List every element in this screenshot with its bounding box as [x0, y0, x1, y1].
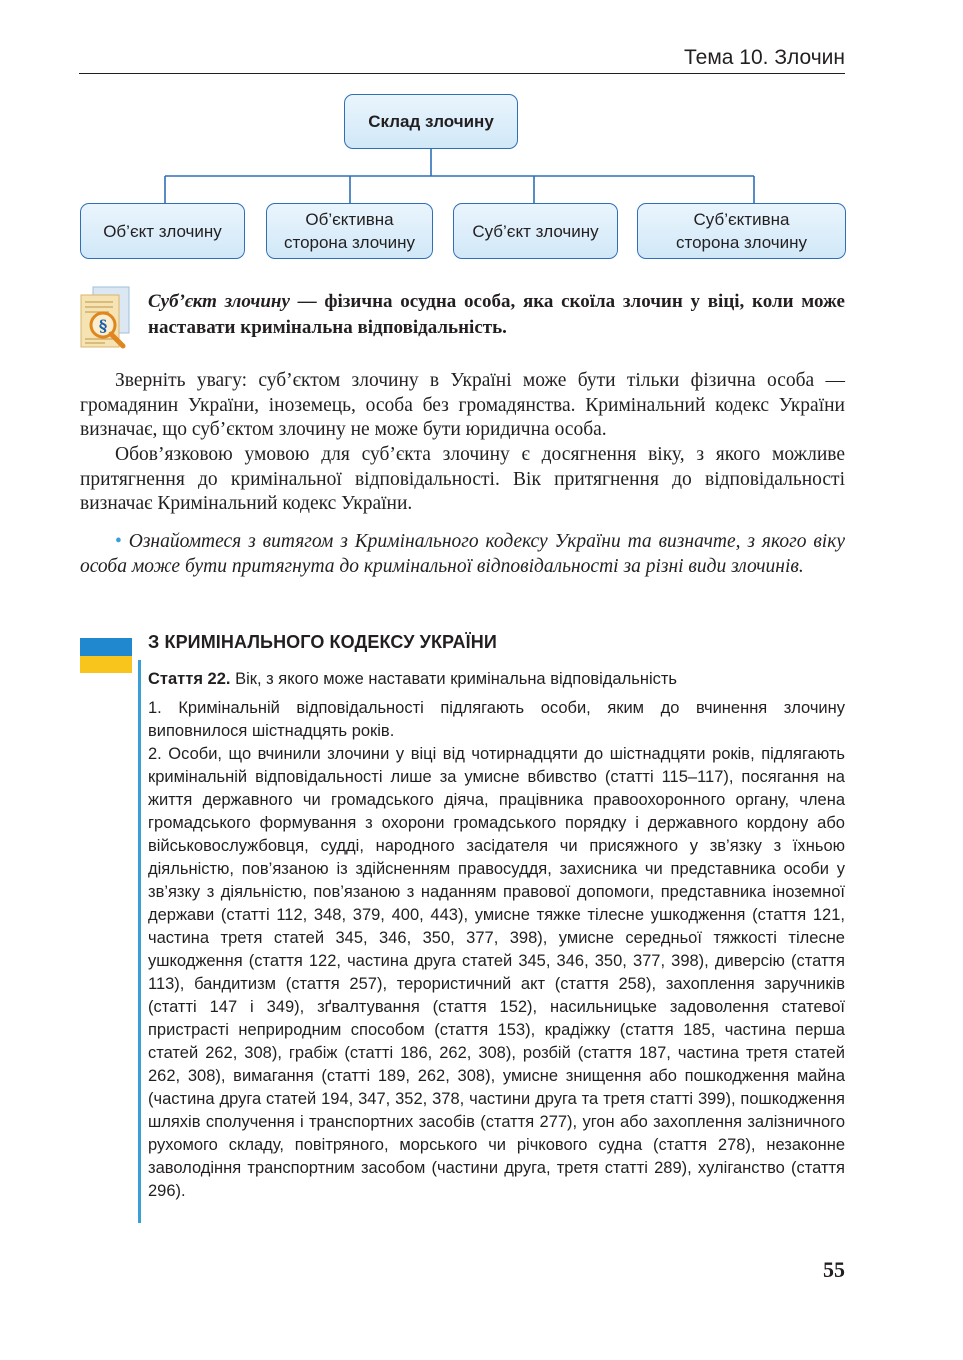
article-label: Стаття 22. — [148, 670, 231, 688]
diagram-node-objective-side — [266, 203, 433, 259]
definition-term: Суб’єкт злочину — [148, 291, 290, 312]
diagram-node-label: сторона злочину — [675, 233, 808, 252]
ukraine-flag-yellow-stripe — [80, 656, 132, 673]
diagram-node-label: Суб’єктивна — [693, 210, 790, 229]
task-text: Ознайомтеся з витягом з Кримінального кодексу України та визначте, з якого віку особа може бути притягнута до кримінальної відповідальності за різні види злочинів. — [80, 531, 846, 577]
excerpt-title: З КРИМІНАЛЬНОГО КОДЕКСУ УКРАЇНИ — [148, 632, 497, 652]
running-head: Тема 10. Злочин — [684, 46, 845, 69]
body-paragraph: Зверніть увагу: суб’єктом злочину в Україні може бути тільки фізична особа — громадянин України, іноземець, особа без громадянства. Кримінальний кодекс України визначає, що суб’єктом злочину не може бути юридична особа. — [80, 370, 845, 440]
law-item: 2. Особи, що вчинили злочини у віці від чотирнадцяти до шістнадцяти років, підлягають кримінальній відповідальності лише за умисне вбивство (статті 115–117), посягання на життя державного чи громадського діяча, працівника правоохоронного органу, члена громадського формування з охорони громадського порядку і державного кордону або військовослужбовця, судді, народного засідателя чи присяжного у зв’язку з їхньою діяльністю, пов’язаною із здійсненням правосуддя, захисника чи представника особи у зв’язку з діяльністю, пов’язаною з наданням правової допомоги, представника іноземної держави (статті 112, 348, 379, 400, 443), умисне тяжке тілесне ушкодження (стаття 121, частина третя статей 345, 346, 350, 377, 398), умисне середньої тяжкості тілесне ушкодження (стаття 122, частина друга статей 345, 346, 350, 377, 398), диверсію (стаття 113), бандитизм (стаття 257), терористичний акт (стаття 258), захоплення заручників (статті 147 і 349), зґвалтування (стаття 152), насильницьке задоволення статевої пристрасті неприродним способом (стаття 153), крадіжку (стаття 185, частина перша статей 262, 308), грабіж (статті 186, 262, 308), розбій (стаття 187, частина третя статей 262, 308), вимагання (статті 189, 262, 308), умисне знищення або пошкодження майна (частина друга статей 194, 347, 352, 378, частини друга та третя статті 399), пошкодження шляхів сполучення і транспортних засобів (стаття 277), угон або захоплення залізничного рухомого складу, повітряного, морського чи річкового судна (стаття 278), незаконне заволодіння транспортним засобом (частини друга, третя статті 289), хуліганство (стаття 296). — [148, 745, 845, 1200]
diagram-node-label: сторона злочину — [283, 233, 416, 252]
task-paragraph — [80, 530, 845, 579]
definition — [148, 289, 845, 341]
law-item: 1. Кримінальній відповідальності підлягають особи, яким до вчинення злочину виповнилося шістнадцять років. — [148, 699, 845, 740]
svg-text:§: § — [98, 316, 108, 335]
ukraine-flag-icon — [80, 638, 132, 656]
page-number: 55 — [823, 1257, 845, 1282]
article-heading — [148, 668, 845, 690]
diagram-root-label: Склад злочину — [368, 112, 494, 131]
diagram-node-label: Об’єкт злочину — [103, 221, 222, 241]
definition-text: — фізична осудна особа, яка скоїла злочин у віці, коли може наставати кримінальна відповідальність. — [148, 291, 845, 338]
body-paragraph: Обов’язковою умовою для суб’єкта злочину є досягнення віку, з якого можливе притягнення до кримінальної відповідальності. Вік притягнення до відповідальності визначає Кримінальний кодекс України. — [80, 444, 845, 514]
diagram-node-label: Суб’єкт злочину — [472, 221, 599, 241]
bullet-icon: • — [115, 531, 122, 552]
diagram-node-subject — [453, 203, 618, 259]
excerpt-side-bar — [138, 660, 141, 1223]
diagram-node-subjective-side — [637, 203, 846, 259]
diagram-node-label: Об’єктивна — [305, 210, 394, 229]
diagram-root-node — [344, 94, 518, 149]
diagram-node-object — [80, 203, 245, 259]
law-document-magnifier-icon — [79, 285, 135, 349]
article-name: Вік, з якого може наставати кримінальна відповідальність — [235, 670, 678, 688]
